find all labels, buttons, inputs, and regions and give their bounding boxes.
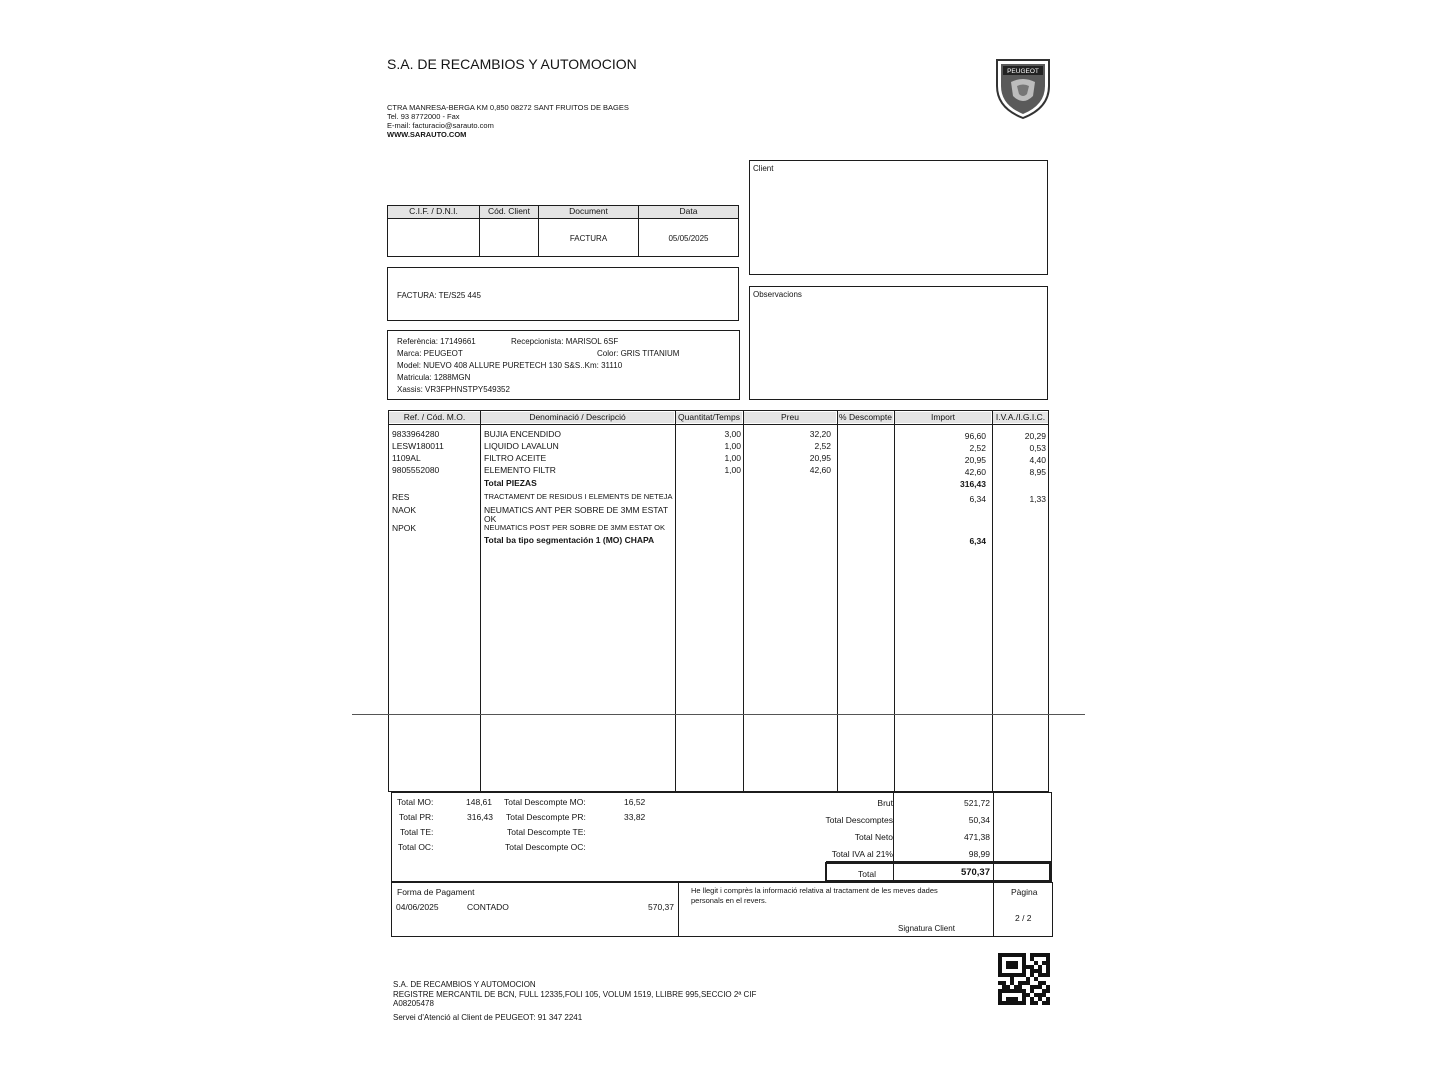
col-vat-header: I.V.A./I.G.I.C. <box>993 412 1048 423</box>
price-cell: 2,52 <box>814 441 831 451</box>
table-row-desc: ELEMENTO FILTR <box>484 465 556 475</box>
document-date-value: 05/05/2025 <box>668 234 709 243</box>
total-te-label: Total TE: <box>400 827 434 837</box>
table-row-ref: NPOK <box>392 523 417 533</box>
payment-amount: 570,37 <box>648 902 674 912</box>
qr-module <box>1046 1001 1050 1005</box>
import-cell: 6,34 <box>969 494 986 504</box>
col-import-header: Import <box>895 412 991 423</box>
payment-date: 04/06/2025 <box>396 902 439 912</box>
invoice-number: FACTURA: TE/S25 445 <box>397 291 481 300</box>
total-discounts-value: 50,34 <box>968 815 990 825</box>
vehicle-color: Color: GRIS TITANIUM <box>597 349 680 358</box>
col-cif-header: C.I.F. / D.N.I. <box>388 206 479 218</box>
col-client-code-header: Cód. Client <box>480 206 538 218</box>
total-pr-value: 316,43 <box>467 812 493 822</box>
total-discount-oc-label: Total Descompte OC: <box>505 842 586 852</box>
total-pr-label: Total PR: <box>399 812 434 822</box>
total-oc-label: Total OC: <box>398 842 434 852</box>
vat-cell: 4,40 <box>1029 455 1046 465</box>
table-row-ref: RES <box>392 492 410 502</box>
qty-cell: 1,00 <box>724 441 741 451</box>
gross-label: Brut <box>877 798 893 808</box>
total-discount-mo-value: 16,52 <box>624 797 646 807</box>
footer-registry: REGISTRE MERCANTIL DE BCN, FULL 12335,FOLI 105, VOLUM 1519, LLIBRE 995,SECCIO 2ª CIF <box>393 990 757 999</box>
total-mo-value: 148,61 <box>466 797 492 807</box>
col-description-header: Denominació / Descripció <box>481 412 674 423</box>
import-cell: 2,52 <box>969 443 986 453</box>
observations-label: Observacions <box>753 290 802 299</box>
col-document-header: Document <box>539 206 638 218</box>
table-row-ref: LESW180011 <box>392 441 444 451</box>
signature-label: Signatura Client <box>898 924 955 933</box>
net-total-value: 471,38 <box>964 832 990 842</box>
total-pieces-label: Total PIEZAS <box>484 478 537 488</box>
invoice-number-box <box>387 267 739 321</box>
vehicle-reference: Referència: 17149661 <box>397 337 476 346</box>
col-quantity-header: Quantitat/Temps <box>676 412 742 423</box>
client-label: Client <box>753 164 774 173</box>
col-ref-header: Ref. / Cód. M.O. <box>389 412 480 423</box>
price-cell: 20,95 <box>809 453 831 463</box>
table-row-desc: FILTRO ACEITE <box>484 453 547 463</box>
vehicle-model: Model: NUEVO 408 ALLURE PURETECH 130 S&S..Km: 31110 <box>397 361 623 370</box>
gross-value: 521,72 <box>964 798 990 808</box>
payment-method: CONTADO <box>467 902 509 912</box>
price-cell: 42,60 <box>809 465 831 475</box>
company-phone: Tel. 93 8772000 - Fax <box>387 112 460 121</box>
qty-cell: 1,00 <box>724 465 741 475</box>
client-box <box>749 160 1048 275</box>
vat-cell: 8,95 <box>1029 467 1046 477</box>
table-row-ref: 1109AL <box>392 453 421 463</box>
import-cell: 42,60 <box>964 467 986 477</box>
total-labour-label: Total ba tipo segmentación 1 (MO) CHAPA <box>484 535 655 545</box>
footer-cif: A08205478 <box>393 999 434 1008</box>
table-row-desc: LIQUIDO LAVALUN <box>484 441 559 451</box>
logo-text: PEUGEOT <box>1007 68 1039 75</box>
company-web: WWW.SARAUTO.COM <box>387 130 467 139</box>
fold-line <box>352 714 1085 715</box>
vehicle-plate: Matricula: 1288MGN <box>397 373 471 382</box>
vehicle-brand: Marca: PEUGEOT <box>397 349 463 358</box>
page-label: Pàgina <box>1011 887 1038 897</box>
col-discount-header: % Descompte <box>839 412 892 422</box>
import-cell: 96,60 <box>964 431 986 441</box>
observations-box <box>749 286 1048 400</box>
table-row-desc: BUJIA ENCENDIDO <box>484 429 561 439</box>
grand-total-label: Total <box>858 869 876 879</box>
footer-company: S.A. DE RECAMBIOS Y AUTOMOCION <box>393 980 536 989</box>
qty-cell: 3,00 <box>724 429 741 439</box>
total-pieces-value: 316,43 <box>960 479 986 489</box>
net-total-label: Total Neto <box>854 832 893 842</box>
total-discount-pr-label: Total Descompte PR: <box>506 812 586 822</box>
table-row-desc: NEUMATICS POST PER SOBRE DE 3MM ESTAT OK <box>484 523 666 532</box>
document-type-value: FACTURA <box>569 234 608 243</box>
vat-cell: 1,33 <box>1029 494 1046 504</box>
table-row-desc: TRACTAMENT DE RESIDUS I ELEMENTS DE NETEJA <box>484 492 673 501</box>
total-discount-te-label: Total Descompte TE: <box>507 827 586 837</box>
table-row-ref: NAOK <box>392 505 417 515</box>
page-number: 2 / 2 <box>1015 913 1032 923</box>
table-row-desc: OK <box>484 514 497 524</box>
vehicle-receptionist: Recepcionista: MARISOL 6SF <box>511 337 619 346</box>
document-info-table <box>387 205 739 257</box>
total-labour-value: 6,34 <box>969 536 986 546</box>
peugeot-logo <box>993 56 1053 120</box>
table-row-ref: 9805552080 <box>392 465 440 475</box>
col-price-header: Preu <box>744 412 836 423</box>
vehicle-info-box <box>387 330 740 400</box>
footer-customer-service: Servei d'Atenció al Client de PEUGEOT: 91 347 2241 <box>393 1013 583 1022</box>
vat-total-value: 98,99 <box>968 849 990 859</box>
grand-total-value: 570,37 <box>960 867 990 878</box>
total-discount-pr-value: 33,82 <box>624 812 646 822</box>
total-discounts-label: Total Descomptes <box>825 815 893 825</box>
total-discount-mo-label: Total Descompte MO: <box>504 797 586 807</box>
company-address: CTRA MANRESA-BERGA KM 0,850 08272 SANT FRUITOS DE BAGES <box>387 103 629 112</box>
qr-code <box>998 953 1050 1005</box>
import-cell: 20,95 <box>964 455 986 465</box>
company-email: E-mail: facturacio@sarauto.com <box>387 121 494 130</box>
vat-cell: 0,53 <box>1029 443 1046 453</box>
consent-text-line1: He llegit i comprès la informació relativa al tractament de les meves dades <box>691 886 938 895</box>
table-row: 9833964280 <box>392 429 440 439</box>
col-date-header: Data <box>639 206 738 218</box>
table-row-desc: NEUMATICS ANT PER SOBRE DE 3MM ESTAT <box>484 505 669 515</box>
consent-text-line2: personals en el revers. <box>691 896 767 905</box>
payment-label: Forma de Pagament <box>397 887 475 897</box>
vat-total-label: Total IVA al 21% <box>831 849 893 859</box>
company-name: S.A. DE RECAMBIOS Y AUTOMOCION <box>387 56 637 72</box>
total-mo-label: Total MO: <box>397 797 434 807</box>
vat-cell: 20,29 <box>1024 431 1046 441</box>
vehicle-chassis: Xassis: VR3FPHNSTPY549352 <box>397 385 510 394</box>
price-cell: 32,20 <box>809 429 831 439</box>
qty-cell: 1,00 <box>724 453 741 463</box>
